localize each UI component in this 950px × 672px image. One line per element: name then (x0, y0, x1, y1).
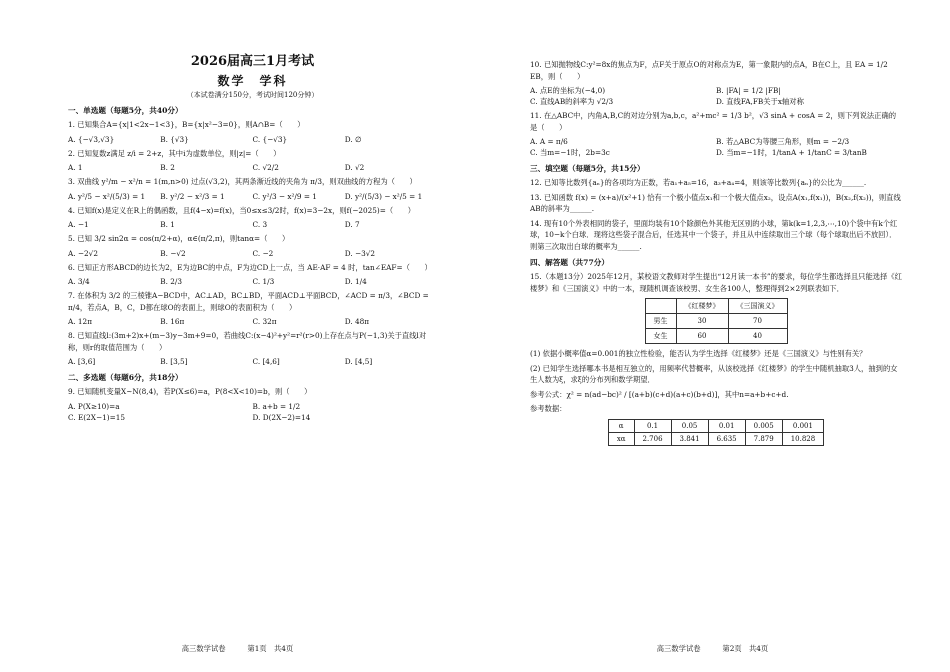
question-11-options (530, 136, 902, 158)
question-13: 13. 已知函数 f(x) = (x+a)/(x²+1) 恰有一个极小值点x₁和一个极大值点x₂，设点A(x₁,f(x₁))，B(x₂,f(x₂))，则直线AB的斜率为______. (530, 192, 901, 213)
contingency-table (645, 298, 788, 344)
option: C. 3 (252, 220, 268, 229)
question-14: 14. 现有10个外表相同的袋子，里面均装有10个除颜色外其他无区别的小球，第k(k=1,2,3,⋯,10)个袋中有k个红球，10−k个白球．现将这些袋子混合后，任选其中一个袋子，并且从中连续取出三个球（每个球取出后不放回）．则第三次取出白球的概率为______. (530, 218, 898, 251)
table-cell: 70 (728, 314, 787, 329)
question-1-options (68, 134, 437, 145)
option: B. {√3} (160, 134, 189, 144)
section-single-choice: 一、单选题（每题5分，共40分） (68, 106, 183, 115)
option: A. 点E的坐标为(−4,0) (530, 86, 606, 95)
option: D. [4,5] (344, 357, 373, 366)
table-cell: 女生 (645, 329, 676, 344)
question-8-options (68, 356, 437, 367)
table-cell: 男生 (645, 314, 676, 329)
option: C. {−√3} (252, 134, 288, 144)
question-7: 7. 在体积为 3/2 的三棱锥A−BCD中，AC⊥AD，BC⊥BD，平面ACD⊥平面BCD，∠ACD = π/3，∠BCD = π/4，若点A，B，C，D都在球O的表面上，则球O的表面积为（ ） (68, 291, 429, 312)
option: D. 1/4 (344, 277, 367, 286)
option: C. y²/3 − x²/9 = 1 (252, 191, 317, 201)
table-cell: 7.879 (745, 432, 782, 445)
page-footer-1: 高三数学试卷 第1页 共4页 (181, 644, 294, 653)
option: D. 当m=−1时，1/tanA + 1/tanC = 3/tanB (716, 148, 867, 157)
option: A. 1 (68, 163, 83, 172)
option: C. [4,6] (252, 357, 280, 366)
page-footer-2: 高三数学试卷 第2页 共4页 (656, 644, 769, 653)
option: A. P(X≥10)=a (68, 401, 120, 411)
question-3: 3. 双曲线 y²/m − x²/n = 1(m,n>0) 过点(√3,2)，其两条渐近线的夹角为 π/3，则双曲线的方程为（ ） (68, 177, 417, 186)
question-12: 12. 已知等比数列{aₙ}的各项均为正数，若a₁+a₅=16，a₃+a₄=4，则该等比数列{aₙ}的公比为______. (530, 178, 867, 187)
table-cell: 30 (676, 314, 728, 329)
table-cell: 0.001 (782, 419, 824, 432)
question-4-options (68, 219, 437, 230)
option: B. a+b = 1/2 (252, 401, 301, 411)
option: A. 12π (68, 317, 92, 326)
question-5: 5. 已知 3/2 sin2α = cos(π/2+α)，α∈(π/2,π)，则tanα=（ ） (68, 234, 290, 243)
table-cell: 40 (728, 329, 787, 344)
critical-value-table (608, 419, 824, 446)
option: B. 1 (160, 220, 175, 229)
option: D. −3√2 (344, 248, 376, 258)
option: D. 7 (344, 220, 360, 229)
table-header-row (645, 299, 787, 314)
option: D. 直线FA,FB关于x轴对称 (716, 97, 804, 106)
table-row (608, 432, 823, 445)
table-cell: xα (608, 432, 634, 445)
table-cell: 10.828 (782, 432, 824, 445)
table-cell: 60 (676, 329, 728, 344)
table-cell: 3.841 (671, 432, 708, 445)
question-6: 6. 已知正方形ABCD的边长为2，E为边BC的中点，F为边CD上一点，当 AE·AF = 4 时，tan∠EAF=（ ） (68, 262, 432, 272)
question-15-part-1: (1) 依据小概率值α=0.001的独立性检验，能否认为学生选择《红楼梦》还是《三国演义》与性别有关？ (530, 349, 867, 358)
table-row (608, 419, 823, 432)
table-cell: 2.706 (634, 432, 671, 445)
question-5-options (68, 248, 437, 259)
section-fill-blank: 三、填空题（每题5分，共15分） (530, 164, 645, 173)
table-cell: 《三国演义》 (728, 299, 787, 314)
table-cell: 0.1 (634, 419, 671, 432)
question-10: 10. 已知抛物线C:y²=8x的焦点为F，点F关于原点O的对称点为E，第一象限内的点A，B在C上，且 EA = 1/2 EB，则（ ） (530, 60, 888, 81)
option: B. 2 (160, 163, 175, 172)
option: B. |FA| = 1/2 |FB| (716, 86, 781, 95)
question-9-options (68, 401, 437, 423)
table-cell: α (608, 419, 634, 432)
question-15-part-2: (2) 已知学生选择哪本书是相互独立的，用频率代替概率，从该校选择《红楼梦》的学生中随机抽取3人，抽到的女生人数为ξ，求ξ的分布列和数学期望． (530, 363, 898, 384)
question-11: 11. 在△ABC中，内角A,B,C的对边分别为a,b,c，a²+mc² = 1/3 b²，√3 sinA + cosA = 2，则下列说法正确的是（ ） (530, 111, 897, 132)
exam-subject: 数学 学科 (217, 74, 288, 88)
exam-note: （本试卷满分150分，考试时间120分钟） (186, 91, 319, 99)
option: A. y²/5 − x²/(5/3) = 1 (68, 191, 146, 201)
option: C. −2 (252, 248, 274, 258)
question-1: 1. 已知集合A={x|1<2x−1<3}，B={x|x²−3=0}，则A∩B=（ ） (68, 120, 305, 129)
option: B. 若△ABC为等腰三角形，则m = −2/3 (716, 137, 850, 146)
exam-title: 2026届高三1月考试 (190, 54, 315, 69)
option: B. [3,5] (160, 357, 188, 366)
option: A. [3,6] (68, 357, 96, 366)
option: C. 1/3 (252, 277, 275, 286)
question-2-options (68, 162, 437, 173)
question-15: 15.（本题13分）2025年12月，某校语文教师对学生提出“12月读一本书”的要求，每位学生都选择且只能选择《红楼梦》和《三国演义》中的一本，现随机调查该校男、女生各100人，整理得到2×2列联表如下． (530, 272, 902, 293)
option: D. 48π (344, 317, 370, 326)
option: A. {−√3,√3} (68, 134, 115, 144)
question-4: 4. 已知f(x)是定义在R上的偶函数，且f(4−x)=f(x)，当0≤x≤3/2时，f(x)=3−2x，则f(−2025)=（ ） (68, 205, 416, 215)
question-3-options (68, 191, 437, 202)
table-cell: 0.05 (671, 419, 708, 432)
table-cell: 0.005 (745, 419, 782, 432)
table-cell (645, 299, 676, 314)
table-cell: 0.01 (708, 419, 745, 432)
option: A. −1 (68, 220, 89, 229)
option: B. y²/2 − x²/3 = 1 (160, 191, 225, 201)
section-solutions: 四、解答题（共77分） (530, 258, 609, 267)
reference-data-label: 参考数据： (530, 404, 567, 413)
option: B. 2/3 (160, 277, 182, 286)
question-2: 2. 已知复数z满足 z/i = 2+z，其中i为虚数单位，则|z|=（ ） (68, 148, 281, 158)
table-cell: 6.635 (708, 432, 745, 445)
question-10-options (530, 85, 902, 107)
question-9: 9. 已知随机变量X~N(8,4)，若P(X≤6)=a，P(8<X<10)=b，则（ ） (68, 387, 312, 396)
option: D. √2 (344, 163, 365, 172)
option: B. 16π (160, 317, 185, 326)
option: D. D(2X−2)=14 (252, 412, 311, 422)
option: D. ∅ (344, 134, 362, 144)
option: D. y²/(5/3) − x²/5 = 1 (344, 191, 423, 201)
section-multiple-choice: 二、多选题（每题6分，共18分） (68, 373, 183, 382)
reference-formula: 参考公式：χ² = n(ad−bc)² / [(a+b)(c+d)(a+c)(b+d)]，其中n=a+b+c+d. (530, 389, 789, 399)
table-row (645, 329, 787, 344)
option: C. 32π (252, 317, 277, 326)
table-cell: 《红楼梦》 (676, 299, 728, 314)
option: C. E(2X−1)=15 (68, 412, 125, 422)
option: C. 直线AB的斜率为 √2/3 (530, 97, 614, 106)
option: A. −2√2 (68, 248, 98, 258)
option: B. −√2 (160, 248, 186, 258)
table-row (645, 314, 787, 329)
question-8: 8. 已知直线l:(3m+2)x+(m−3)y−3m+9=0，若曲线C:(x−4)²+y²=r²(r>0)上存在点与P(−1,3)关于直线l对称，则r的取值范围为（ ） (68, 331, 427, 352)
option: A. A = π/6 (530, 137, 568, 146)
option: C. √2/2 (252, 163, 279, 172)
option: C. 当m=−1时，2b=3c (530, 148, 610, 157)
question-6-options (68, 276, 437, 287)
question-7-options (68, 316, 437, 327)
option: A. 3/4 (68, 277, 90, 286)
right-page (475, 0, 950, 672)
